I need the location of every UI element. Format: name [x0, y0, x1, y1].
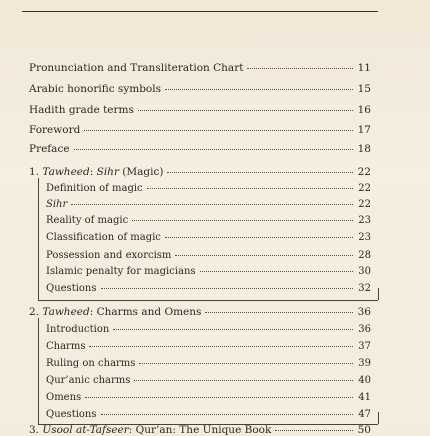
toc-page-number: 36	[357, 306, 371, 318]
chapter-bracket-right	[378, 412, 379, 424]
chapter-title-rest: Charms and Omens	[96, 306, 202, 318]
toc-entry-label: Hadith grade terms	[29, 104, 134, 116]
toc-chapter-3[interactable]	[29, 424, 371, 436]
leader-dots	[205, 312, 353, 313]
toc-page-number: 47	[358, 409, 371, 420]
chapter-title-italic-2: Sihr	[96, 166, 119, 178]
toc-section-label: Islamic penalty for magicians	[46, 266, 196, 277]
chapter-number: 2.	[29, 306, 40, 318]
toc-entry-honorific-symbols[interactable]	[29, 83, 371, 95]
toc-section-label: Omens	[46, 392, 82, 403]
chapter-number: 3.	[29, 424, 40, 436]
leader-dots	[74, 149, 353, 150]
toc-section-label: Questions	[46, 283, 97, 294]
toc-section[interactable]	[46, 409, 371, 420]
toc-section[interactable]	[46, 375, 371, 386]
toc-section-label: Questions	[46, 409, 97, 420]
toc-section-label: Definition of magic	[46, 183, 143, 194]
chapter-bracket-bottom	[38, 300, 378, 301]
toc-page-number: 15	[357, 83, 371, 95]
toc-page-number: 39	[358, 358, 371, 369]
toc-section[interactable]	[46, 392, 371, 403]
toc-page-number: 16	[357, 104, 371, 116]
toc-entry-foreword[interactable]	[29, 124, 371, 136]
toc-page-number: 37	[358, 341, 371, 352]
leader-dots	[165, 237, 353, 238]
toc-chapter-2[interactable]	[29, 306, 371, 318]
leader-dots	[247, 68, 353, 69]
leader-dots	[139, 363, 353, 364]
toc-section-label: Classification of magic	[46, 232, 161, 243]
leader-dots	[200, 271, 353, 272]
chapter-title-separator: :	[128, 424, 136, 436]
leader-dots	[85, 397, 353, 398]
toc-page-number: 22	[358, 199, 371, 210]
toc-section-label: Reality of magic	[46, 215, 129, 226]
toc-page-number: 22	[358, 183, 371, 194]
toc-section-label: Charms	[46, 341, 86, 352]
chapter-title-separator: :	[89, 306, 97, 318]
toc-section-label-italic: Sihr	[46, 199, 68, 210]
leader-dots	[275, 430, 353, 431]
chapter-title-italic: Tawheed	[42, 166, 90, 178]
toc-page-number: 22	[357, 166, 371, 178]
toc-section-label	[46, 199, 67, 210]
toc-chapter-title	[29, 424, 271, 436]
toc-page-number: 23	[358, 232, 371, 243]
chapter-bracket-left	[38, 318, 39, 424]
leader-dots	[113, 329, 353, 330]
chapter-title-rest: Qur’an: The Unique Book	[135, 424, 272, 436]
chapter-bracket-right	[378, 288, 379, 300]
chapter-bracket-left	[38, 178, 39, 300]
toc-section[interactable]	[46, 341, 371, 352]
leader-dots	[134, 380, 353, 381]
toc-chapter-title	[29, 306, 201, 318]
chapter-title-rest: (Magic)	[118, 166, 164, 178]
toc-page-number: 50	[357, 424, 371, 436]
toc-chapter-title	[29, 166, 163, 178]
toc-section[interactable]	[46, 324, 371, 335]
chapter-title-italic: Usool at-Tafseer	[42, 424, 129, 436]
toc-page-number: 11	[357, 62, 371, 74]
toc-page-number: 18	[357, 143, 371, 155]
leader-dots	[132, 220, 353, 221]
leader-dots	[167, 172, 353, 173]
toc-section[interactable]	[46, 283, 371, 294]
toc-chapter-1[interactable]	[29, 166, 371, 178]
toc-section[interactable]	[46, 183, 371, 194]
toc-page-number: 23	[358, 215, 371, 226]
toc-section-label: Ruling on charms	[46, 358, 136, 369]
toc-section[interactable]	[46, 358, 371, 369]
toc-page-number: 30	[358, 266, 371, 277]
toc-entry-label: Foreword	[29, 124, 81, 136]
toc-page-number: 41	[358, 392, 371, 403]
chapter-title-italic: Tawheed	[42, 306, 90, 318]
toc-section[interactable]	[46, 199, 371, 210]
toc-page-number: 17	[357, 124, 371, 136]
leader-dots	[101, 414, 354, 415]
toc-section[interactable]	[46, 266, 371, 277]
toc-entry-hadith-grades[interactable]	[29, 104, 371, 116]
toc-entry-label: Preface	[29, 143, 70, 155]
toc-section[interactable]	[46, 250, 371, 261]
header-rule	[22, 11, 378, 12]
toc-entry-label: Pronunciation and Transliteration Chart	[29, 62, 244, 74]
toc-section-label: Qur’anic charms	[46, 375, 131, 386]
chapter-title-separator: :	[89, 166, 97, 178]
toc-section-label: Introduction	[46, 324, 110, 335]
toc-section[interactable]	[46, 215, 371, 226]
toc-entry-label: Arabic honorific symbols	[29, 83, 161, 95]
leader-dots	[175, 255, 353, 256]
toc-section[interactable]	[46, 232, 371, 243]
leader-dots	[147, 188, 353, 189]
toc-entry-pronunciation[interactable]	[29, 62, 371, 74]
toc-entry-preface[interactable]	[29, 143, 371, 155]
leader-dots	[165, 89, 353, 90]
chapter-number: 1.	[29, 166, 40, 178]
toc-page-number: 36	[358, 324, 371, 335]
leader-dots	[89, 346, 353, 347]
toc-page-number: 32	[358, 283, 371, 294]
toc-page-number: 28	[358, 250, 371, 261]
toc-page-number: 40	[358, 375, 371, 386]
toc-section-label: Possession and exorcism	[46, 250, 172, 261]
leader-dots	[71, 204, 353, 205]
leader-dots	[101, 288, 354, 289]
leader-dots	[84, 130, 353, 131]
leader-dots	[138, 110, 353, 111]
